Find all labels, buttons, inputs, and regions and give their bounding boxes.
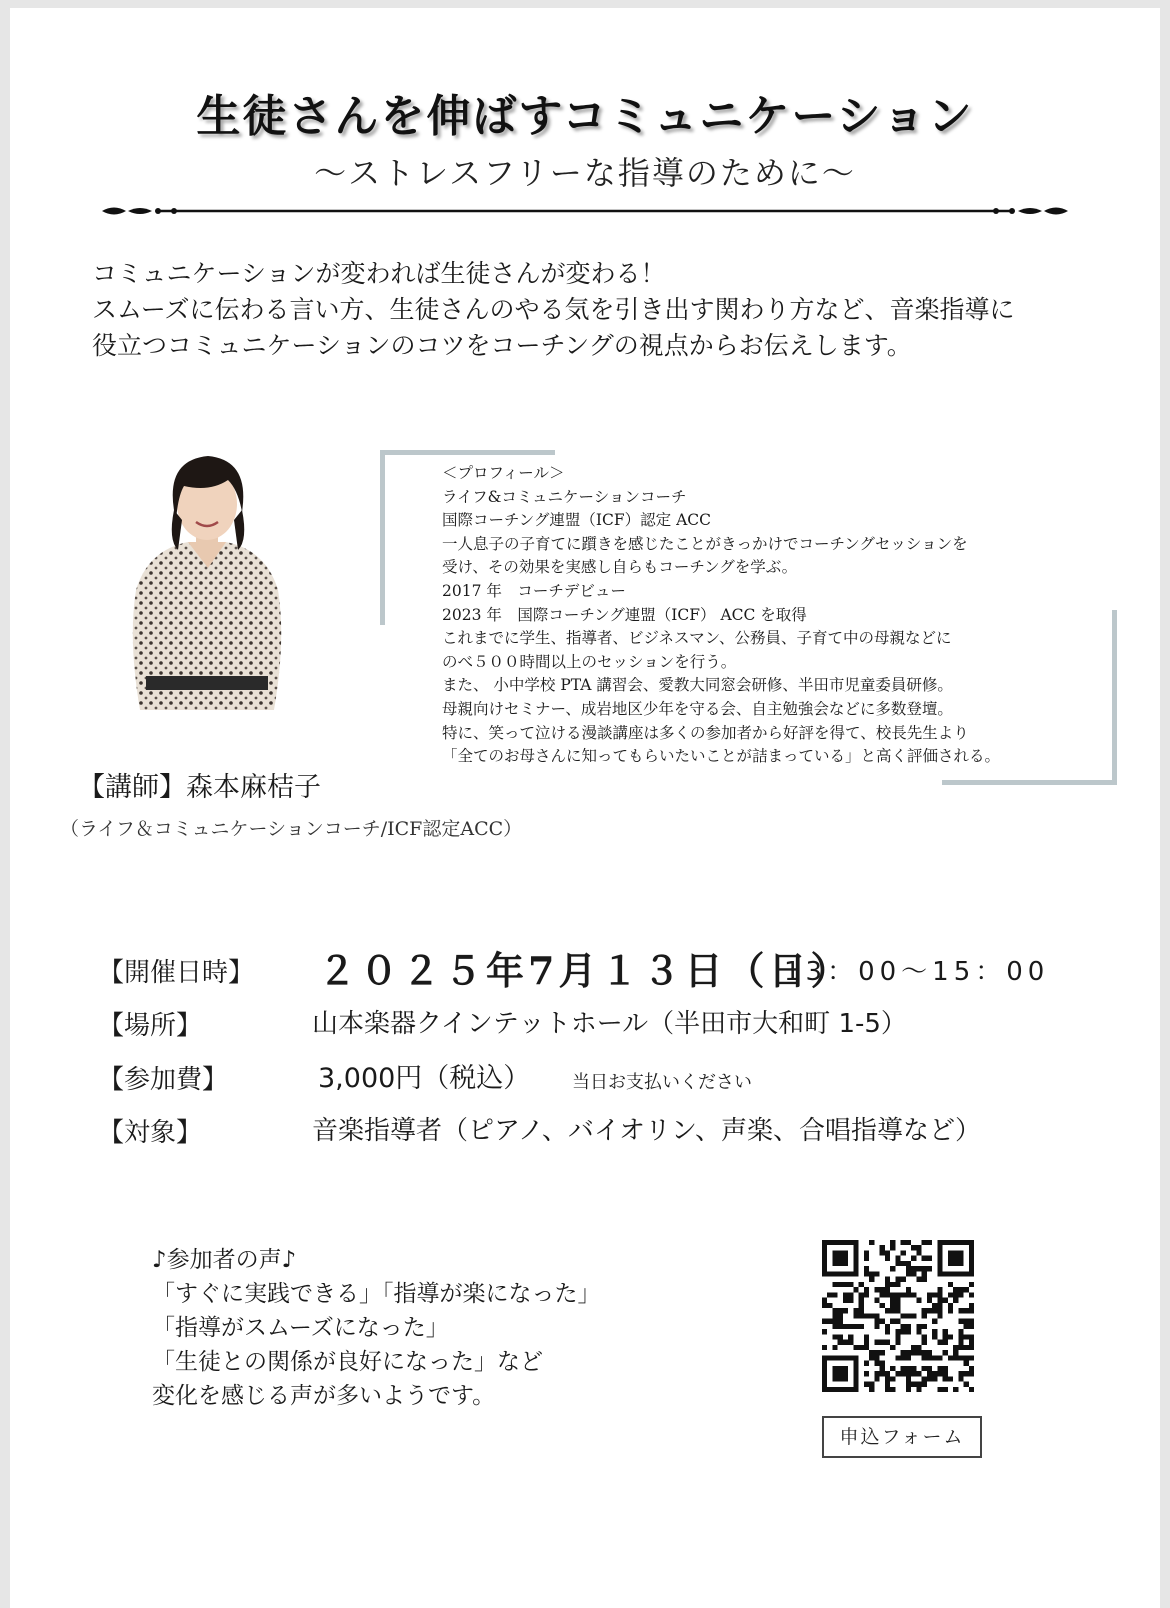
apply-form-button[interactable]: 申込フォーム bbox=[822, 1416, 982, 1458]
participant-voices bbox=[152, 1243, 601, 1413]
page-subtitle: 〜ストレスフリーな指導のために〜 bbox=[314, 154, 856, 192]
profile-line: また、 小中学校 PTA 講習会、愛教大同窓会研修、半田市児童委員研修。 bbox=[442, 676, 953, 695]
profile-line: 2023 年 国際コーチング連盟（ICF） ACC を取得 bbox=[442, 605, 807, 624]
intro-line: スムーズに伝わる言い方、生徒さんのやる気を引き出す関わり方など、音楽指導に bbox=[92, 295, 1015, 324]
profile-line: 母親向けセミナー、成岩地区少年を守る会、自主勉強会などに多数登壇。 bbox=[442, 699, 953, 718]
target-label: 【対象】 bbox=[98, 1118, 203, 1148]
voices-line: 「生徒との関係が良好になった」など bbox=[152, 1349, 543, 1375]
lecturer-name: 【講師】森本麻桔子 bbox=[78, 772, 321, 803]
event-place: 山本楽器クインテットホール（半田市大和町 1-5） bbox=[312, 1009, 907, 1039]
profile-text bbox=[442, 462, 1122, 769]
event-date: ２０２５年7月１３日（日） bbox=[318, 948, 853, 993]
profile-line: 受け、その効果を実感し自らもコーチングを学ぶ。 bbox=[442, 558, 798, 577]
profile-line: 「全てのお母さんに知ってもらいたいことが詰まっている」と高く評価される。 bbox=[442, 747, 1001, 766]
profile-line: のべ５００時間以上のセッションを行う。 bbox=[442, 652, 737, 671]
intro-text bbox=[92, 256, 1092, 364]
ornamental-divider bbox=[100, 200, 1070, 222]
event-target: 音楽指導者（ピアノ、バイオリン、声楽、合唱指導など） bbox=[312, 1116, 981, 1146]
intro-line: 役立つコミュニケーションのコツをコーチングの視点からお伝えします。 bbox=[92, 331, 912, 360]
profile-frame-corner bbox=[380, 450, 385, 625]
voices-heading: ♪参加者の声♪ bbox=[152, 1247, 297, 1273]
place-label: 【場所】 bbox=[98, 1011, 203, 1041]
voices-line: 変化を感じる声が多いようです。 bbox=[152, 1383, 496, 1409]
voices-line: 「指導がスムーズになった」 bbox=[152, 1315, 449, 1341]
intro-line: コミュニケーションが変われば生徒さんが変わる！ bbox=[92, 259, 666, 288]
profile-frame-corner bbox=[380, 450, 555, 455]
profile-line: ＜プロフィール＞ bbox=[442, 464, 565, 482]
profile-line: 国際コーチング連盟（ICF）認定 ACC bbox=[442, 511, 711, 530]
profile-line: 2017 年 コーチデビュー bbox=[442, 581, 626, 600]
fee-label: 【参加費】 bbox=[98, 1065, 229, 1095]
fee-note: 当日お支払いください bbox=[572, 1072, 752, 1093]
qr-code[interactable] bbox=[822, 1240, 974, 1392]
event-fee: 3,000円（税込） bbox=[318, 1063, 531, 1094]
page-title: 生徒さんを伸ばすコミュニケーション bbox=[196, 91, 974, 142]
profile-line: ライフ&コミュニケーションコーチ bbox=[442, 487, 687, 506]
event-time: 13：00〜15：00 bbox=[784, 957, 1050, 987]
lecturer-title: （ライフ＆コミュニケーションコーチ/ICF認定ACC） bbox=[60, 818, 523, 840]
profile-frame-corner bbox=[942, 780, 1117, 785]
voices-line: 「すぐに実践できる」「指導が楽になった」 bbox=[152, 1281, 601, 1307]
profile-line: 一人息子の子育てに躓きを感じたことがきっかけでコーチングセッションを bbox=[442, 534, 968, 553]
profile-line: 特に、笑って泣ける漫談講座は多くの参加者から好評を得て、校長先生より bbox=[442, 723, 969, 742]
date-label: 【開催日時】 bbox=[98, 958, 255, 988]
lecturer-photo bbox=[118, 450, 296, 726]
profile-line: これまでに学生、指導者、ビジネスマン、公務員、子育て中の母親などに bbox=[442, 629, 952, 648]
